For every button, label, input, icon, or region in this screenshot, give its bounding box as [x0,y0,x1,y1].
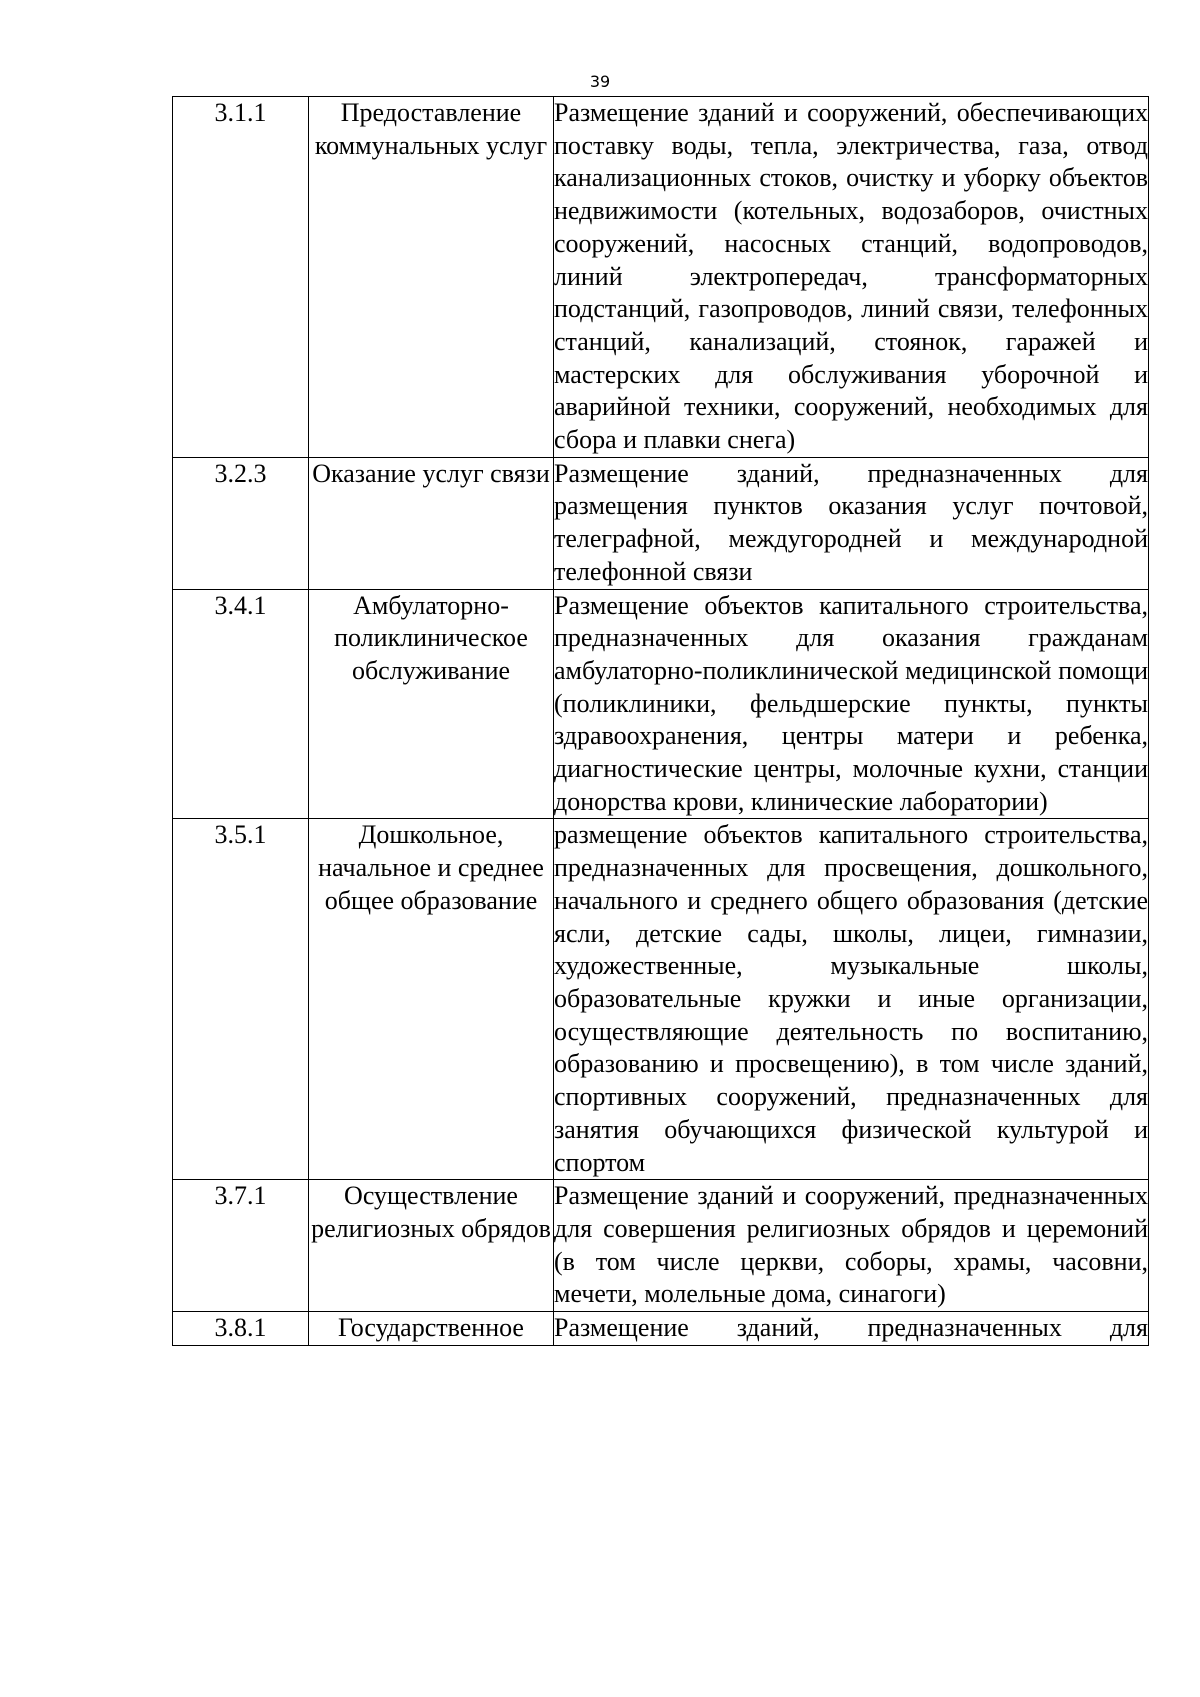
row-name: Предоставление коммунальных услуг [309,97,554,458]
row-description: Размещение объектов капитального строительства, предназначенных для оказания гражданам амбулаторно-поликлинической медицинской помощи (поликлиники, фельдшерские пункты, пункты здравоохранения, центры матери и ребенка, диагностические центры, молочные кухни, станции донорства крови, клинические лаборатории) [554,589,1149,819]
row-code: 3.7.1 [173,1180,309,1312]
row-name: Государственное [309,1312,554,1346]
table-row [173,1312,1149,1346]
table-row [173,1180,1149,1312]
row-name: Оказание услуг связи [309,457,554,589]
row-code: 3.8.1 [173,1312,309,1346]
table-row [173,457,1149,589]
row-description: Размещение зданий, предназначенных для [554,1312,1149,1346]
row-code: 3.4.1 [173,589,309,819]
table-row [173,589,1149,819]
table-row [173,97,1149,458]
land-use-table [172,96,1149,1346]
row-name: Амбулаторно-поликлиническое обслуживание [309,589,554,819]
row-code: 3.5.1 [173,819,309,1180]
row-name: Осуществление религиозных обрядов [309,1180,554,1312]
row-code: 3.2.3 [173,457,309,589]
row-description: размещение объектов капитального строительства, предназначенных для просвещения, дошкольного, начального и среднего общего образования (детские ясли, детские сады, школы, лицеи, гимназии, художественные, музыкальные школы, образовательные кружки и иные организации, осуществляющие деятельность по воспитанию, образованию и просвещению), в том числе зданий, спортивных сооружений, предназначенных для занятия обучающихся физической культурой и спортом [554,819,1149,1180]
table-row [173,819,1149,1180]
row-description: Размещение зданий и сооружений, обеспечивающих поставку воды, тепла, электричества, газа, отвод канализационных стоков, очистку и уборку объектов недвижимости (котельных, водозаборов, очистных сооружений, насосных станций, водопроводов, линий электропередач, трансформаторных подстанций, газопроводов, линий связи, телефонных станций, канализаций, стоянок, гаражей и мастерских для обслуживания уборочной и аварийной техники, сооружений, необходимых для сбора и плавки снега) [554,97,1149,458]
row-description: Размещение зданий, предназначенных для размещения пунктов оказания услуг почтовой, телеграфной, междугородней и международной телефонной связи [554,457,1149,589]
row-name: Дошкольное, начальное и среднее общее образование [309,819,554,1180]
row-description: Размещение зданий и сооружений, предназначенных для совершения религиозных обрядов и церемоний (в том числе церкви, соборы, храмы, часовни, мечети, молельные дома, синагоги) [554,1180,1149,1312]
page-number: 39 [589,72,611,91]
row-code: 3.1.1 [173,97,309,458]
